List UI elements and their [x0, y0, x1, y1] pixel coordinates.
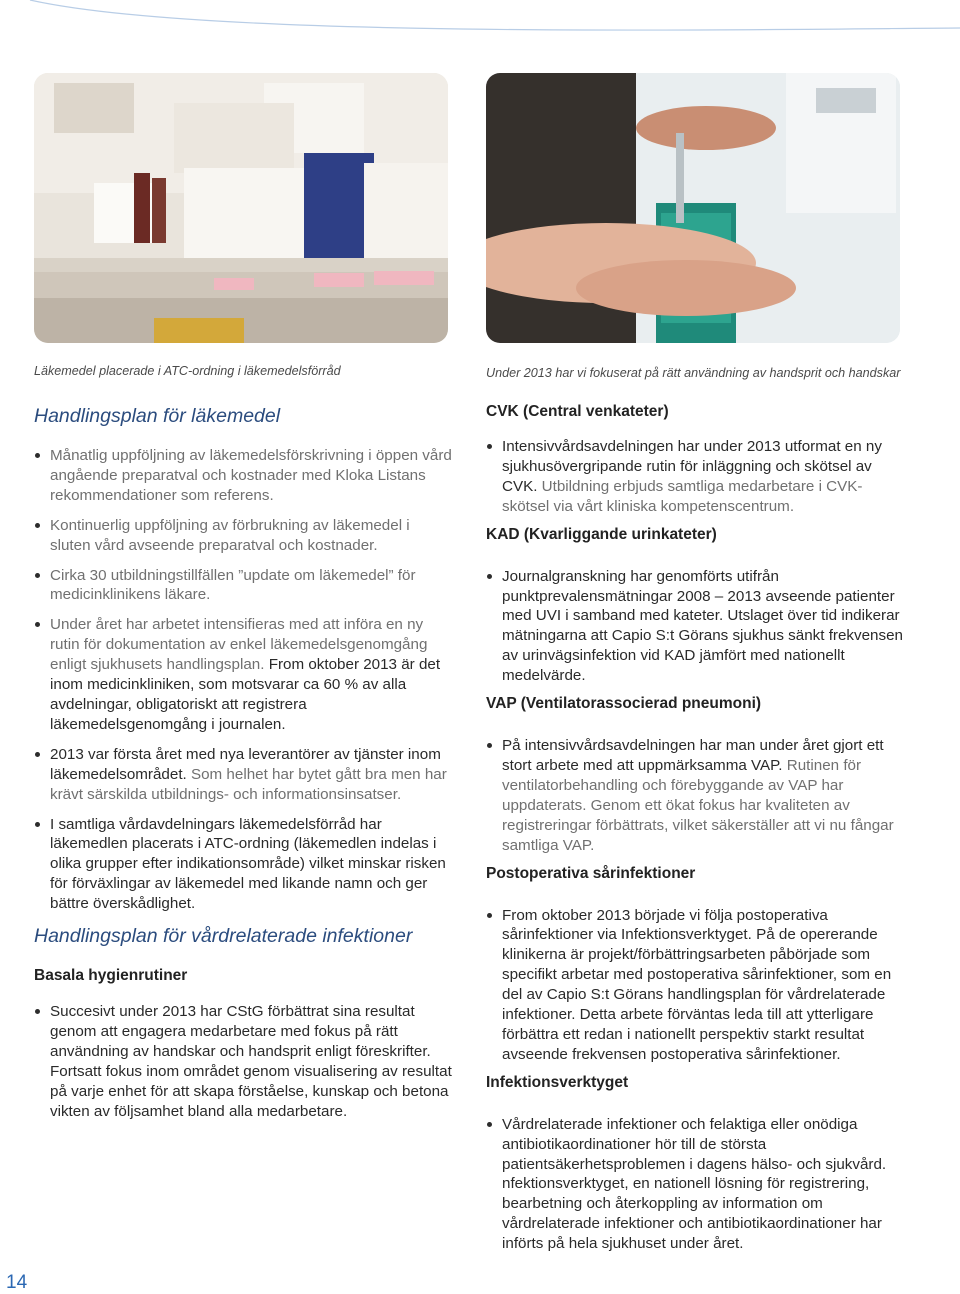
- subheading-kad: KAD (Kvarliggande urinkateter): [486, 525, 717, 543]
- list-item: Journalgranskning har genomförts utifrån punktprevalensmätningar 2008 – 2013 avseende patienter med UVI i samband med kateter. Utslaget över tid indikerar mätningarna att Capio S:t Görans sjukhus sänkt frekvensen av urinvägsinfektion vid KAD jämfört med nationellt medelvärde.: [486, 567, 906, 686]
- list-item: Succesivt under 2013 har CStG förbättrat sina resultat genom att engagera medarbetare med fokus på rätt användning av handskar och handsprit enligt föreskrifter. Fortsatt fokus inom området genom visualisering av resultat på varje enhet för att skapa förståelse, kunskap och betona vikten av följsamhet bland alla medarbetare.: [34, 1002, 452, 1121]
- subheading-wound: Postoperativa sårinfektioner: [486, 864, 696, 882]
- right-photo-caption: Under 2013 har vi fokuserat på rätt användning av handsprit och handskar: [486, 366, 901, 380]
- list-item: Vårdrelaterade infektioner och felaktiga eller onödiga antibiotikaordinationer hör till de största patientsäkerhetsproblemen i dagens hälso- och sjukvård. nfektionsverktyget, en nationell lösning för registrering, bearbetning och återkoppling av information om vårdrelaterade infektioner och antibiotikaordinationer har införts på hela sjukhuset under året.: [486, 1115, 906, 1254]
- subheading-hygiene: Basala hygienrutiner: [34, 967, 188, 985]
- kad-list: [486, 567, 906, 686]
- subheading-vap: VAP (Ventilatorassocierad pneumoni): [486, 695, 762, 713]
- medicine-shelf-photo: [34, 73, 448, 343]
- subheading-tool: Infektionsverktyget: [486, 1073, 629, 1091]
- list-item: Månatlig uppföljning av läkemedelsförskrivning i öppen vård angående preparatval och kostnader med Kloka Listans rekommendationer som referens.: [34, 446, 452, 506]
- tool-list: [486, 1115, 906, 1254]
- subheading-cvk: CVK (Central venkateter): [486, 403, 669, 420]
- list-item: På intensivvårdsavdelningen har man under året gjort ett stort arbete med att uppmärksamma VAP. Rutinen för ventilatorbehandling och förebyggande av VAP har uppdaterats. Genom ett ökat fokus har kvaliteten av registreringar förbättrats, vilket säkerställer att vi nu fångar samtliga VAP.: [486, 736, 906, 855]
- right-column: [486, 402, 906, 1264]
- list-item: From oktober 2013 började vi följa postoperativa sårinfektioner via Infektionsverktyget. På de opererande klinikerna är projekt/förbättringsarbeten påbörjade som specifikt arbetar med postoperativa sårinfektioner, som en del av Capio S:t Görans handlingsplan för vårdrelaterade infektioner. Detta arbete förväntas leda till att ytterligare förbättra ett redan i nationellt perspektiv starkt resultat avseende frekvensen postoperativa sårinfektioner.: [486, 906, 906, 1065]
- list-item: Kontinuerlig uppföljning av förbrukning av läkemedel i sluten vård avseende preparatval och kostnader.: [34, 516, 452, 556]
- cvk-list: [486, 437, 906, 517]
- vap-list: [486, 736, 906, 855]
- list-item: 2013 var första året med nya leverantörer av tjänster inom läkemedelsområdet. Som helhet har bytet gått bra men har krävt särskilda utbildnings- och informationsinsatser.: [34, 745, 452, 805]
- wound-list: [486, 906, 906, 1065]
- page-number: 14: [6, 1272, 28, 1293]
- hand-sanitizer-photo: [486, 73, 900, 343]
- drug-plan-list: [34, 446, 452, 914]
- header-curve: [0, 0, 960, 40]
- left-column: [34, 404, 452, 1131]
- heading-infection-plan: Handlingsplan för vårdrelaterade infektioner: [34, 925, 413, 948]
- list-item: Cirka 30 utbildningstillfällen ”update om läkemedel” för medicinklinikens läkare.: [34, 566, 452, 606]
- list-item: Intensivvårdsavdelningen har under 2013 utformat en ny sjukhusövergripande rutin för inläggning och skötsel av CVK. Utbildning erbjuds samtliga medarbetare i CVK- skötsel via vårt kliniska kompetenscentrum.: [486, 437, 906, 517]
- list-item: Under året har arbetet intensifieras med att införa en ny rutin för dokumentation av enkel läkemedelsgenomgång enligt sjukhusets handlingsplan. From oktober 2013 är det inom medicinkliniken, som motsvarar ca 60 % av alla avdelningar, obligatoriskt att registrera läkemedelsgenomgång i journalen.: [34, 615, 452, 734]
- left-photo-caption: Läkemedel placerade i ATC-ordning i läkemedelsförråd: [34, 364, 341, 378]
- hygiene-list: [34, 1002, 452, 1121]
- list-item: I samtliga vårdavdelningars läkemedelsförråd har läkemedlen placerats i ATC-ordning (läkemedlen indelas i olika grupper efter indikationsområde) vilket minskar risken för förväxlingar av läkemedel med likande namn och ger bättre överskådlighet.: [34, 815, 452, 915]
- heading-drug-plan: Handlingsplan för läkemedel: [34, 405, 281, 427]
